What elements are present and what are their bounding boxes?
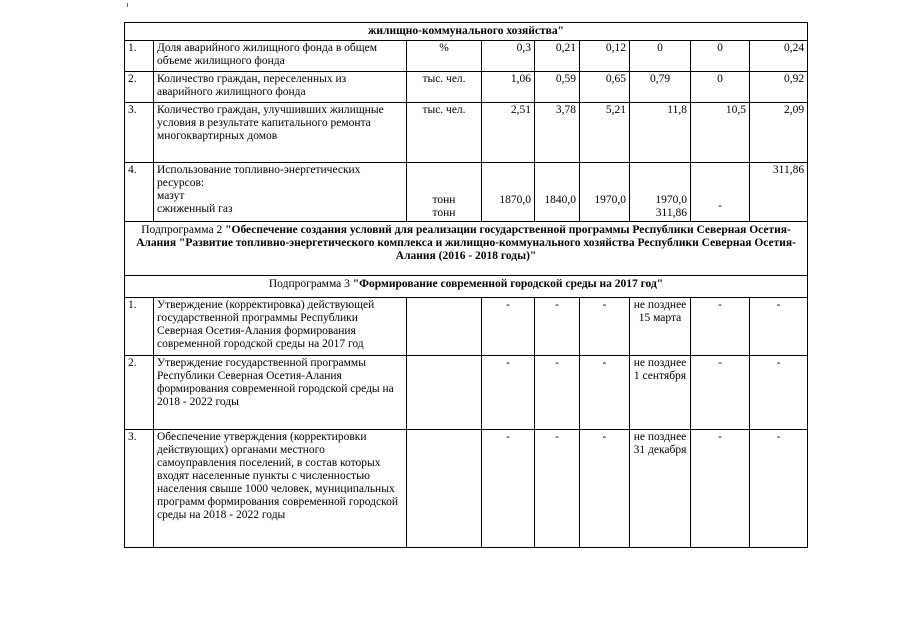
value-3: 5,21 [580, 103, 630, 163]
value-3: - [580, 298, 630, 356]
value-4: 0 [630, 41, 691, 72]
value-1: 2,51 [482, 103, 535, 163]
value-2: 3,78 [535, 103, 580, 163]
value-5: - [691, 163, 750, 222]
value-4: 0,79 [630, 72, 691, 103]
table-row [125, 430, 808, 548]
value-5: - [691, 356, 750, 430]
unit: тыс. чел. [407, 72, 482, 103]
row-number: 2. [125, 356, 154, 430]
value-2: 0,59 [535, 72, 580, 103]
value-4 [630, 163, 691, 222]
value-1: - [482, 430, 535, 548]
unit [407, 430, 482, 548]
row-number: 1. [125, 41, 154, 72]
subprogram-row [125, 276, 808, 298]
indicator-name-line: мазут [157, 190, 185, 202]
table-row [125, 103, 808, 163]
value-1: 1870,0 [482, 163, 535, 222]
value-4: не позднее 15 марта [630, 298, 691, 356]
value-1: - [482, 356, 535, 430]
value-4: не позднее 31 декабря [630, 430, 691, 548]
indicator-name: Утверждение государственной программы Республики Северная Осетия-Алания формирования современной городской среды на 2018 - 2022 годы [154, 356, 407, 430]
unit [407, 163, 482, 222]
value-5: - [691, 430, 750, 548]
value-2: 1840,0 [535, 163, 580, 222]
value-3: - [580, 356, 630, 430]
value-2: - [535, 430, 580, 548]
row-number: 1. [125, 298, 154, 356]
indicator-name: Количество граждан, переселенных из аварийного жилищного фонда [154, 72, 407, 103]
value-line: 1970,0 [655, 194, 687, 206]
table-row [125, 298, 808, 356]
value-2: - [535, 298, 580, 356]
indicator-name-line: Использование топливно-энергетических ресурсов: [157, 164, 361, 189]
table-row [125, 163, 808, 222]
subprogram-3-title [125, 276, 808, 298]
subprogram-prefix: Подпрограмма 2 [141, 224, 226, 236]
value-4: 11,8 [630, 103, 691, 163]
scan-mark [127, 3, 128, 7]
unit: тыс. чел. [407, 103, 482, 163]
value-6: - [750, 430, 808, 548]
row-number: 4. [125, 163, 154, 222]
subprogram-row [125, 222, 808, 276]
value-5: - [691, 298, 750, 356]
indicator-name: Количество граждан, улучшивших жилищные условия в результате капитального ремонта многоквартирных домов [154, 103, 407, 163]
table-row [125, 356, 808, 430]
subprogram-name: "Обеспечение создания условий для реализации государственной программы Республики Северная Осетия-Алания "Развитие топливно-энергетического комплекса и жилищно-коммунального хозяйства Республики Северная Осетия-Алания (2016 - 2018 годы)" [136, 224, 796, 262]
indicator-name-line: сжиженный газ [157, 203, 233, 215]
row-number: 3. [125, 430, 154, 548]
indicator-name: Утверждение (корректировка) действующей государственной программы Республики Северная Осетия-Алания формирования современной городской среды на 2017 год [154, 298, 407, 356]
value-6: 2,09 [750, 103, 808, 163]
value-3: 0,12 [580, 41, 630, 72]
table-row [125, 41, 808, 72]
value-3: 0,65 [580, 72, 630, 103]
value-3: 1970,0 [580, 163, 630, 222]
indicators-table [124, 22, 808, 548]
indicator-name [154, 163, 407, 222]
value-3: - [580, 430, 630, 548]
value-4: не позднее 1 сентября [630, 356, 691, 430]
table-row [125, 72, 808, 103]
subprogram-prefix: Подпрограмма 3 [268, 278, 353, 290]
row-number: 2. [125, 72, 154, 103]
section-header-row [125, 23, 808, 41]
unit-line: тонн [432, 194, 456, 206]
section-header: жилищно-коммунального хозяйства" [125, 23, 808, 41]
row-number: 3. [125, 103, 154, 163]
value-5: 10,5 [691, 103, 750, 163]
value-2: - [535, 356, 580, 430]
indicator-name: Обеспечение утверждения (корректировки действующих) органами местного самоуправления поселений, в состав которых входят населенные пункты с численностью населения свыше 1000 человек, муниципальных программ формирования современной городской среды на 2018 - 2022 годы [154, 430, 407, 548]
value-5: 0 [691, 41, 750, 72]
value-6: 311,86 [750, 163, 808, 222]
value-1: - [482, 298, 535, 356]
subprogram-name: "Формирование современной городской среды на 2017 год" [352, 278, 664, 290]
value-1: 0,3 [482, 41, 535, 72]
value-6: - [750, 298, 808, 356]
value-1: 1,06 [482, 72, 535, 103]
subprogram-2-title [125, 222, 808, 276]
value-6: 0,24 [750, 41, 808, 72]
value-6: 0,92 [750, 72, 808, 103]
unit [407, 356, 482, 430]
value-line: 311,86 [655, 207, 687, 219]
unit: % [407, 41, 482, 72]
unit-line: тонн [432, 207, 456, 219]
value-2: 0,21 [535, 41, 580, 72]
value-5: 0 [691, 72, 750, 103]
indicator-name: Доля аварийного жилищного фонда в общем объеме жилищного фонда [154, 41, 407, 72]
value-6: - [750, 356, 808, 430]
unit [407, 298, 482, 356]
